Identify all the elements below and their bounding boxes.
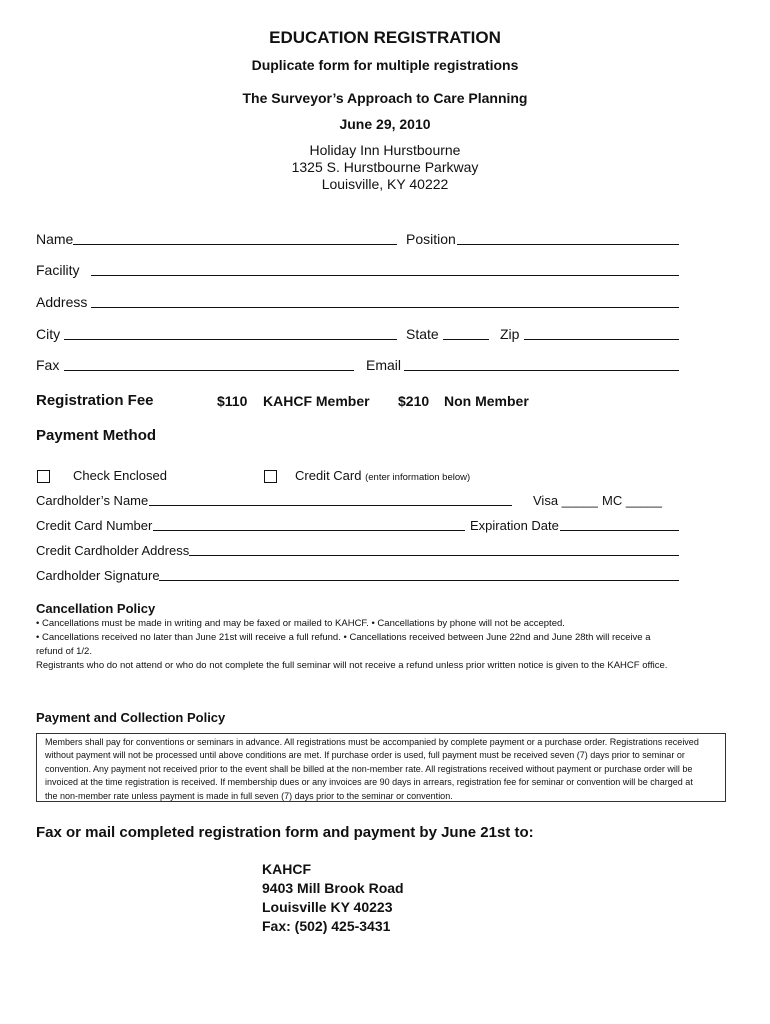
member-label: KAHCF Member — [263, 393, 370, 409]
credit-card-checkbox[interactable] — [264, 470, 277, 483]
collection-line: Members shall pay for conventions or seminars in advance. All registrations must be accompanied by complete payment or a purchase order. Registrations received — [45, 737, 699, 747]
venue-line: 1325 S. Hurstbourne Parkway — [291, 159, 479, 175]
venue-line: Louisville, KY 40222 — [321, 176, 449, 192]
collection-line: invoiced at the time registration is received. If membership dues or any invoices are 90 days in arrears, registration fee for seminar or convention will be charged at — [45, 777, 693, 788]
form-subtitle: Duplicate form for multiple registrations — [251, 57, 519, 73]
mailing-instruction: Fax or mail completed registration form and payment by June 21st to: — [36, 824, 534, 841]
email-label: Email — [366, 357, 402, 373]
nonmember-label: Non Member — [444, 393, 529, 409]
check-enclosed-checkbox[interactable] — [37, 470, 50, 483]
state-field[interactable] — [443, 339, 489, 340]
cancellation-line: • Cancellations received no later than June 21st will receive a full refund. • Cancellations received between June 22nd and June 28th will receive a — [36, 632, 651, 643]
cancellation-line: Registrants who do not attend or who do not complete the full seminar will not receive a refund unless prior written notice is given to the KAHCF office. — [36, 660, 668, 671]
cardholder-address-field[interactable] — [189, 555, 679, 556]
facility-field[interactable] — [91, 275, 679, 276]
expiration-field[interactable] — [560, 530, 679, 531]
city-field[interactable] — [64, 339, 397, 340]
page-title: EDUCATION REGISTRATION — [269, 28, 501, 47]
zip-field[interactable] — [524, 339, 679, 340]
mailing-line: 9403 Mill Brook Road — [262, 880, 404, 896]
mailing-line: Fax: (502) 425-3431 — [262, 918, 391, 934]
position-label: Position — [406, 231, 456, 247]
credit-card-note: (enter information below) — [365, 472, 471, 483]
cardholder-name-label: Cardholder’s Name — [36, 493, 149, 508]
signature-label: Cardholder Signature — [36, 568, 160, 583]
collection-policy-box — [36, 733, 726, 802]
name-field[interactable] — [73, 244, 397, 245]
cancellation-heading: Cancellation Policy — [36, 601, 156, 616]
email-field[interactable] — [404, 370, 679, 371]
payment-method-heading: Payment Method — [36, 427, 157, 444]
collection-line: the non-member rate unless payment is made in full seven (7) days prior to the seminar or convention. — [45, 790, 453, 801]
cancellation-text — [36, 617, 736, 673]
facility-label: Facility — [36, 262, 80, 278]
city-label: City — [36, 326, 61, 342]
cardholder-name-field[interactable] — [149, 505, 512, 506]
position-field[interactable] — [457, 244, 679, 245]
mailing-line: Louisville KY 40223 — [262, 899, 393, 915]
card-number-label: Credit Card Number — [36, 518, 153, 533]
venue-line: Holiday Inn Hurstbourne — [309, 142, 461, 158]
collection-heading: Payment and Collection Policy — [36, 710, 226, 725]
expiration-label: Expiration Date — [470, 518, 559, 533]
check-enclosed-label: Check Enclosed — [73, 468, 167, 483]
fax-label: Fax — [36, 357, 60, 373]
collection-line: convention. Any payment not received prior to the event shall be billed at the non-member rate. All registrations received without payment or purchase order will be — [45, 763, 693, 774]
zip-label: Zip — [500, 326, 520, 342]
address-field[interactable] — [91, 307, 679, 308]
mailing-address — [262, 860, 404, 936]
credit-card-text: Credit Card — [295, 468, 362, 483]
cancellation-line: • Cancellations must be made in writing and may be faxed or mailed to KAHCF. • Cancellations by phone will not be accepted. — [36, 618, 565, 629]
address-label: Address — [36, 294, 88, 310]
visa-option[interactable]: Visa _____ — [533, 493, 598, 508]
name-label: Name — [36, 231, 74, 247]
event-date: June 29, 2010 — [339, 116, 431, 132]
member-price: $110 — [217, 393, 248, 409]
collection-line: without payment will not be processed until above conditions are met. If purchase order is used, full payment must be received seven (7) days prior to seminar or — [45, 750, 685, 761]
state-label: State — [406, 326, 439, 342]
credit-card-label — [295, 468, 470, 483]
event-name: The Surveyor’s Approach to Care Planning — [242, 90, 528, 106]
signature-field[interactable] — [159, 580, 679, 581]
cardholder-address-label: Credit Cardholder Address — [36, 543, 190, 558]
mc-option[interactable]: MC _____ — [602, 493, 662, 508]
cancellation-line: refund of 1/2. — [36, 646, 92, 657]
fax-field[interactable] — [64, 370, 354, 371]
card-number-field[interactable] — [153, 530, 465, 531]
mailing-line: KAHCF — [262, 861, 311, 877]
nonmember-price: $210 — [398, 393, 430, 409]
registration-fee-label: Registration Fee — [36, 392, 154, 409]
